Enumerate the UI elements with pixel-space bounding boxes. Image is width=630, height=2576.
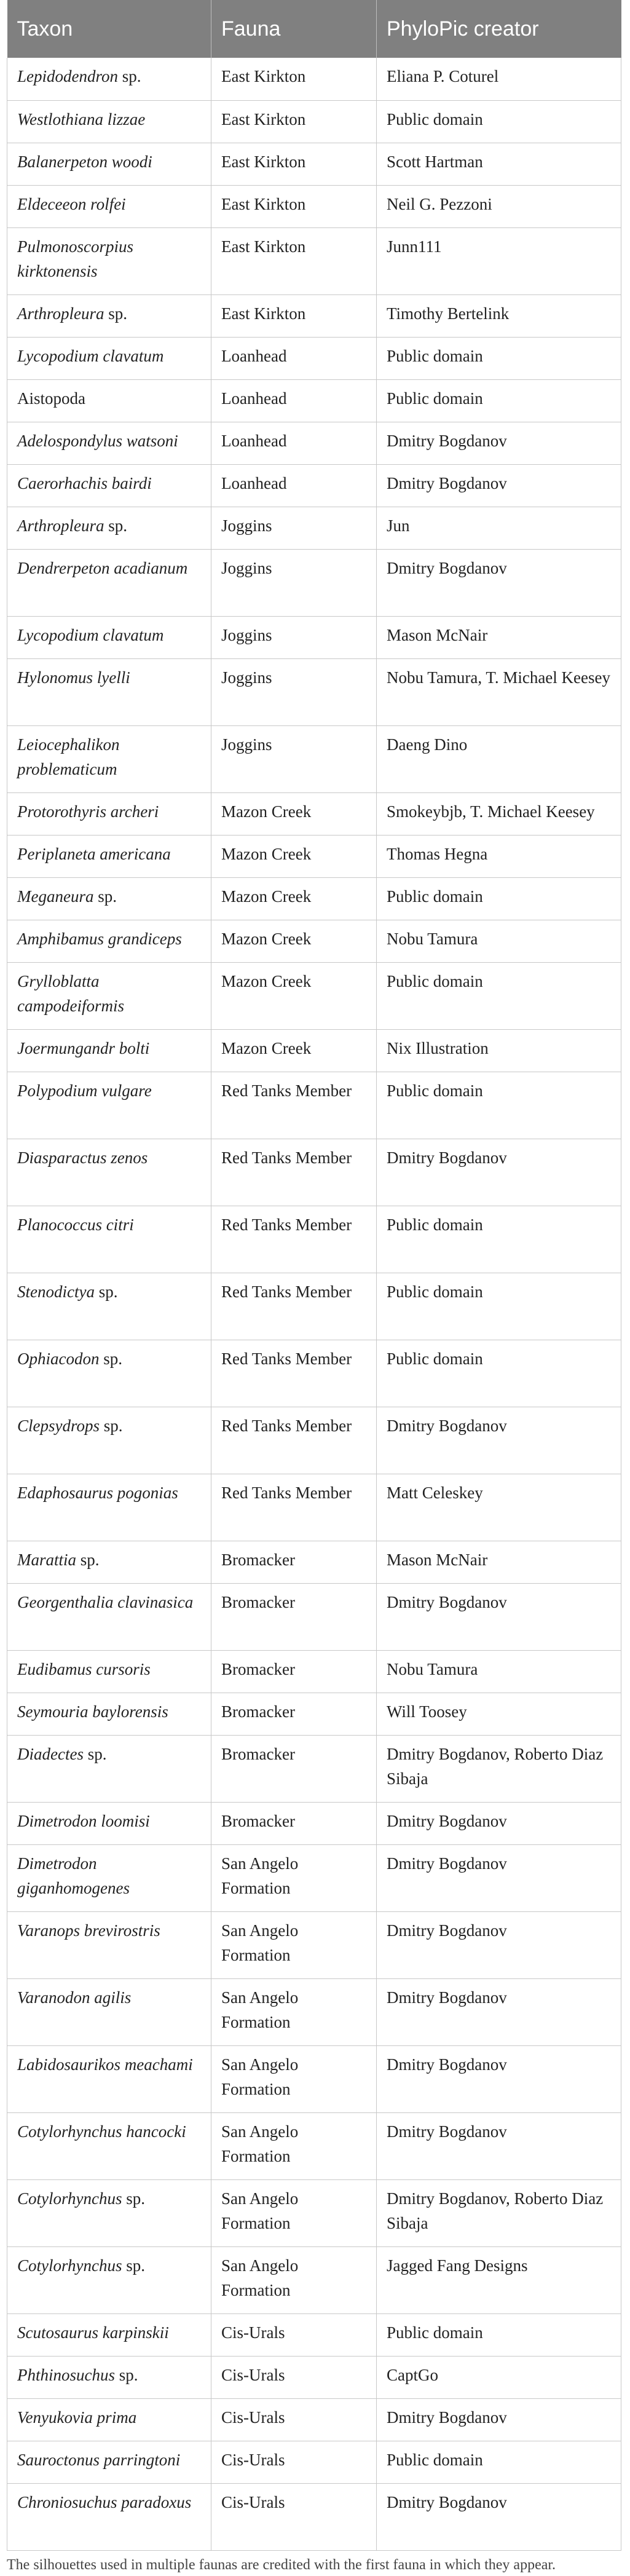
taxon-name: Adelospondylus watsoni [17,431,178,450]
table-row [7,1072,621,1139]
cell-creator: Dmitry Bogdanov, Roberto Diaz Sibaja [377,2179,621,2246]
cell-fauna: Red Tanks Member [211,1139,377,1206]
cell-fauna: East Kirkton [211,227,377,294]
cell-creator: Dmitry Bogdanov [377,422,621,464]
cell-creator: Dmitry Bogdanov [377,1407,621,1474]
cell-creator: Public domain [377,1273,621,1340]
cell-fauna: Mazon Creek [211,920,377,962]
cell-taxon [7,2112,211,2179]
cell-fauna: Bromacker [211,1693,377,1735]
table-row [7,549,621,616]
taxon-name: Ophiacodon [17,1349,100,1368]
cell-creator: CaptGo [377,2356,621,2398]
taxon-name: Phthinosuchus [17,2365,115,2384]
cell-fauna: Bromacker [211,1583,377,1650]
cell-fauna: Joggins [211,658,377,725]
taxon-name: Scutosaurus karpinskii [17,2323,169,2342]
cell-creator: Dmitry Bogdanov [377,464,621,507]
cell-taxon [7,2398,211,2441]
taxon-name: Eudibamus cursoris [17,1659,151,1678]
taxon-name: Periplaneta americana [17,844,171,863]
taxon-name: Dimetrodon loomisi [17,1811,150,1830]
taxon-name: Labidosaurikos meachami [17,2055,193,2074]
cell-taxon [7,294,211,337]
cell-taxon [7,1735,211,1802]
cell-creator: Public domain [377,1206,621,1273]
cell-fauna: Loanhead [211,464,377,507]
taxon-suffix: sp. [99,1349,122,1368]
taxon-name: Meganeura [17,887,94,906]
cell-creator: Dmitry Bogdanov [377,2112,621,2179]
taxon-name: Pulmonoscorpius kirktonensis [17,237,133,280]
cell-fauna: East Kirkton [211,294,377,337]
cell-creator: Public domain [377,2313,621,2356]
cell-creator: Dmitry Bogdanov [377,1978,621,2045]
cell-fauna: Joggins [211,616,377,658]
cell-taxon [7,725,211,792]
cell-taxon [7,962,211,1029]
cell-fauna: Loanhead [211,422,377,464]
taxon-name: Clepsydrops [17,1416,100,1435]
header-fauna: Fauna [211,0,377,58]
table-row [7,1407,621,1474]
cell-taxon [7,2483,211,2550]
cell-fauna: Cis-Urals [211,2441,377,2483]
cell-fauna: Loanhead [211,379,377,422]
taxon-name: Polypodium vulgare [17,1081,152,1100]
cell-taxon [7,2246,211,2313]
table-row [7,1735,621,1802]
cell-fauna: San Angelo Formation [211,1844,377,1911]
table-row [7,725,621,792]
cell-creator: Dmitry Bogdanov [377,1139,621,1206]
cell-fauna: San Angelo Formation [211,1978,377,2045]
table-row [7,1844,621,1911]
cell-taxon [7,1650,211,1693]
table-row [7,1206,621,1273]
cell-fauna: Cis-Urals [211,2313,377,2356]
cell-taxon [7,1206,211,1273]
taxon-name: Varanodon agilis [17,1988,132,2007]
table-row [7,507,621,549]
table-row [7,2441,621,2483]
taxon-name: Joermungandr bolti [17,1038,150,1057]
taxon-suffix: sp. [93,887,117,906]
taxon-suffix: sp. [76,1550,100,1569]
cell-creator: Smokeybjb, T. Michael Keesey [377,792,621,835]
taxon-name: Marattia [17,1550,77,1569]
taxon-name: Balanerpeton woodi [17,152,152,171]
taxon-suffix: sp. [83,1744,107,1763]
table-row [7,1802,621,1844]
table-row [7,1474,621,1541]
table-row [7,464,621,507]
cell-creator: Dmitry Bogdanov, Roberto Diaz Sibaja [377,1735,621,1802]
table-row [7,1139,621,1206]
cell-taxon [7,658,211,725]
taxon-name: Edaphosaurus pogonias [17,1483,178,1502]
cell-fauna: Mazon Creek [211,835,377,877]
cell-taxon [7,1029,211,1072]
taxon-name: Chroniosuchus paradoxus [17,2492,192,2511]
cell-fauna: Mazon Creek [211,962,377,1029]
cell-fauna: Red Tanks Member [211,1273,377,1340]
taxon-suffix: sp. [122,2189,146,2208]
cell-creator: Public domain [377,100,621,143]
taxon-name: Sauroctonus parringtoni [17,2450,181,2469]
taxon-name: Georgenthalia clavinasica [17,1592,194,1611]
cell-creator: Dmitry Bogdanov [377,1802,621,1844]
table-row [7,1273,621,1340]
taxon-suffix: sp. [94,1282,118,1301]
table-footnote: The silhouettes used in multiple faunas are credited with the first fauna in which they appear. [7,2556,556,2573]
cell-fauna: San Angelo Formation [211,1911,377,1978]
taxon-name: Cotylorhynchus hancocki [17,2122,186,2141]
table-row [7,2313,621,2356]
table-row [7,792,621,835]
cell-taxon [7,2045,211,2112]
cell-creator: Public domain [377,962,621,1029]
table-row [7,185,621,227]
table-row [7,1650,621,1693]
cell-taxon [7,1844,211,1911]
cell-fauna: Red Tanks Member [211,1072,377,1139]
cell-creator: Nobu Tamura [377,1650,621,1693]
cell-fauna: Cis-Urals [211,2356,377,2398]
cell-taxon [7,549,211,616]
cell-creator: Public domain [377,2441,621,2483]
cell-taxon [7,1474,211,1541]
cell-taxon [7,1693,211,1735]
table-row [7,1911,621,1978]
table-row [7,2398,621,2441]
taxon-name: Leiocephalikon problematicum [17,735,120,778]
table-row [7,1693,621,1735]
cell-creator: Public domain [377,877,621,920]
cell-fauna: Red Tanks Member [211,1340,377,1407]
cell-taxon [7,835,211,877]
cell-fauna: Joggins [211,725,377,792]
cell-fauna: Bromacker [211,1650,377,1693]
table-row [7,658,621,725]
cell-fauna: Joggins [211,507,377,549]
cell-taxon [7,100,211,143]
table-row [7,1541,621,1583]
cell-creator: Nobu Tamura [377,920,621,962]
table-row [7,100,621,143]
cell-taxon [7,337,211,379]
cell-creator: Nix Illustration [377,1029,621,1072]
cell-creator: Scott Hartman [377,143,621,185]
cell-fauna: Mazon Creek [211,1029,377,1072]
cell-creator: Dmitry Bogdanov [377,2398,621,2441]
table-row [7,2483,621,2550]
cell-fauna: Bromacker [211,1802,377,1844]
cell-creator: Jagged Fang Designs [377,2246,621,2313]
taxon-name: Westlothiana lizzae [17,109,146,128]
cell-fauna: East Kirkton [211,185,377,227]
cell-taxon [7,1911,211,1978]
cell-fauna: Bromacker [211,1541,377,1583]
cell-taxon [7,1273,211,1340]
table-row [7,2246,621,2313]
cell-taxon [7,227,211,294]
taxon-suffix: Aistopoda [17,389,85,408]
cell-creator: Daeng Dino [377,725,621,792]
table-row [7,2356,621,2398]
cell-creator: Mason McNair [377,616,621,658]
header-row [7,0,621,58]
cell-creator: Neil G. Pezzoni [377,185,621,227]
taxon-suffix: sp. [118,67,141,85]
cell-taxon [7,2179,211,2246]
cell-taxon [7,2441,211,2483]
table-row [7,379,621,422]
cell-creator: Dmitry Bogdanov [377,2045,621,2112]
cell-fauna: Mazon Creek [211,877,377,920]
cell-creator: Dmitry Bogdanov [377,1911,621,1978]
taxon-name: Hylonomus lyelli [17,668,130,687]
cell-taxon [7,143,211,185]
cell-fauna: East Kirkton [211,100,377,143]
table-row [7,227,621,294]
taxon-name: Lycopodium clavatum [17,346,164,365]
cell-creator: Public domain [377,379,621,422]
cell-taxon [7,616,211,658]
cell-fauna: Red Tanks Member [211,1474,377,1541]
cell-taxon [7,1802,211,1844]
cell-creator: Thomas Hegna [377,835,621,877]
cell-creator: Dmitry Bogdanov [377,1844,621,1911]
taxon-name: Diasparactus zenos [17,1148,148,1167]
table-row [7,143,621,185]
cell-taxon [7,379,211,422]
table-row [7,422,621,464]
taxon-name: Arthropleura [17,304,104,323]
table-row [7,1029,621,1072]
taxon-name: Diadectes [17,1744,84,1763]
cell-creator: Public domain [377,1072,621,1139]
taxon-name: Dendrerpeton acadianum [17,558,188,577]
cell-creator: Will Toosey [377,1693,621,1735]
cell-creator: Public domain [377,337,621,379]
table-row [7,835,621,877]
header-taxon: Taxon [7,0,211,58]
taxon-suffix: sp. [115,2365,138,2384]
cell-fauna: San Angelo Formation [211,2179,377,2246]
table-row [7,2179,621,2246]
cell-fauna: East Kirkton [211,143,377,185]
cell-creator: Dmitry Bogdanov [377,1583,621,1650]
taxon-name: Stenodictya [17,1282,95,1301]
table-row [7,294,621,337]
table-row [7,58,621,100]
cell-creator: Nobu Tamura, T. Michael Keesey [377,658,621,725]
cell-taxon [7,792,211,835]
cell-taxon [7,1139,211,1206]
taxon-name: Lepidodendron [17,67,118,85]
taxa-table [7,0,621,2551]
cell-creator: Jun [377,507,621,549]
table-row [7,2112,621,2179]
table-row [7,1978,621,2045]
cell-taxon [7,1541,211,1583]
taxon-name: Cotylorhynchus [17,2256,122,2275]
taxon-suffix: sp. [104,516,128,535]
taxon-name: Dimetrodon giganhomogenes [17,1854,130,1897]
taxon-name: Amphibamus grandiceps [17,929,182,948]
cell-creator: Mason McNair [377,1541,621,1583]
cell-taxon [7,877,211,920]
cell-creator: Timothy Bertelink [377,294,621,337]
taxon-name: Seymouria baylorensis [17,1702,168,1721]
cell-taxon [7,1072,211,1139]
taxon-suffix: sp. [122,2256,146,2275]
cell-taxon [7,1340,211,1407]
taxon-suffix: sp. [100,1416,123,1435]
cell-fauna: East Kirkton [211,58,377,100]
table-row [7,616,621,658]
taxon-suffix: sp. [104,304,128,323]
cell-fauna: Mazon Creek [211,792,377,835]
cell-creator: Dmitry Bogdanov [377,549,621,616]
cell-taxon [7,2356,211,2398]
cell-fauna: San Angelo Formation [211,2045,377,2112]
taxon-name: Cotylorhynchus [17,2189,122,2208]
cell-taxon [7,920,211,962]
cell-creator: Junn111 [377,227,621,294]
taxon-name: Grylloblatta campodeiformis [17,971,124,1015]
cell-fauna: Cis-Urals [211,2398,377,2441]
table-row [7,1340,621,1407]
taxon-name: Caerorhachis bairdi [17,473,152,492]
table-body [7,58,621,2550]
cell-fauna: San Angelo Formation [211,2112,377,2179]
cell-taxon [7,1583,211,1650]
cell-taxon [7,1407,211,1474]
cell-creator: Eliana P. Coturel [377,58,621,100]
cell-fauna: Red Tanks Member [211,1407,377,1474]
table-row [7,962,621,1029]
table-row [7,2045,621,2112]
table-row [7,877,621,920]
cell-creator: Dmitry Bogdanov [377,2483,621,2550]
cell-creator: Public domain [377,1340,621,1407]
cell-fauna: Red Tanks Member [211,1206,377,1273]
taxon-name: Venyukovia prima [17,2408,137,2427]
table-row [7,337,621,379]
cell-fauna: Bromacker [211,1735,377,1802]
taxon-name: Lycopodium clavatum [17,625,164,644]
cell-creator: Matt Celeskey [377,1474,621,1541]
cell-taxon [7,464,211,507]
header-creator: PhyloPic creator [377,0,621,58]
cell-taxon [7,185,211,227]
table-row [7,1583,621,1650]
cell-taxon [7,422,211,464]
taxon-name: Protorothyris archeri [17,802,159,821]
cell-fauna: San Angelo Formation [211,2246,377,2313]
taxon-name: Eldeceeon rolfei [17,194,126,213]
cell-fauna: Cis-Urals [211,2483,377,2550]
taxon-name: Arthropleura [17,516,104,535]
table-header [7,0,621,58]
cell-taxon [7,2313,211,2356]
cell-fauna: Joggins [211,549,377,616]
table-row [7,920,621,962]
taxon-name: Varanops brevirostris [17,1921,160,1940]
cell-taxon [7,507,211,549]
cell-fauna: Loanhead [211,337,377,379]
taxon-name: Planococcus citri [17,1215,134,1234]
cell-taxon [7,58,211,100]
cell-taxon [7,1978,211,2045]
